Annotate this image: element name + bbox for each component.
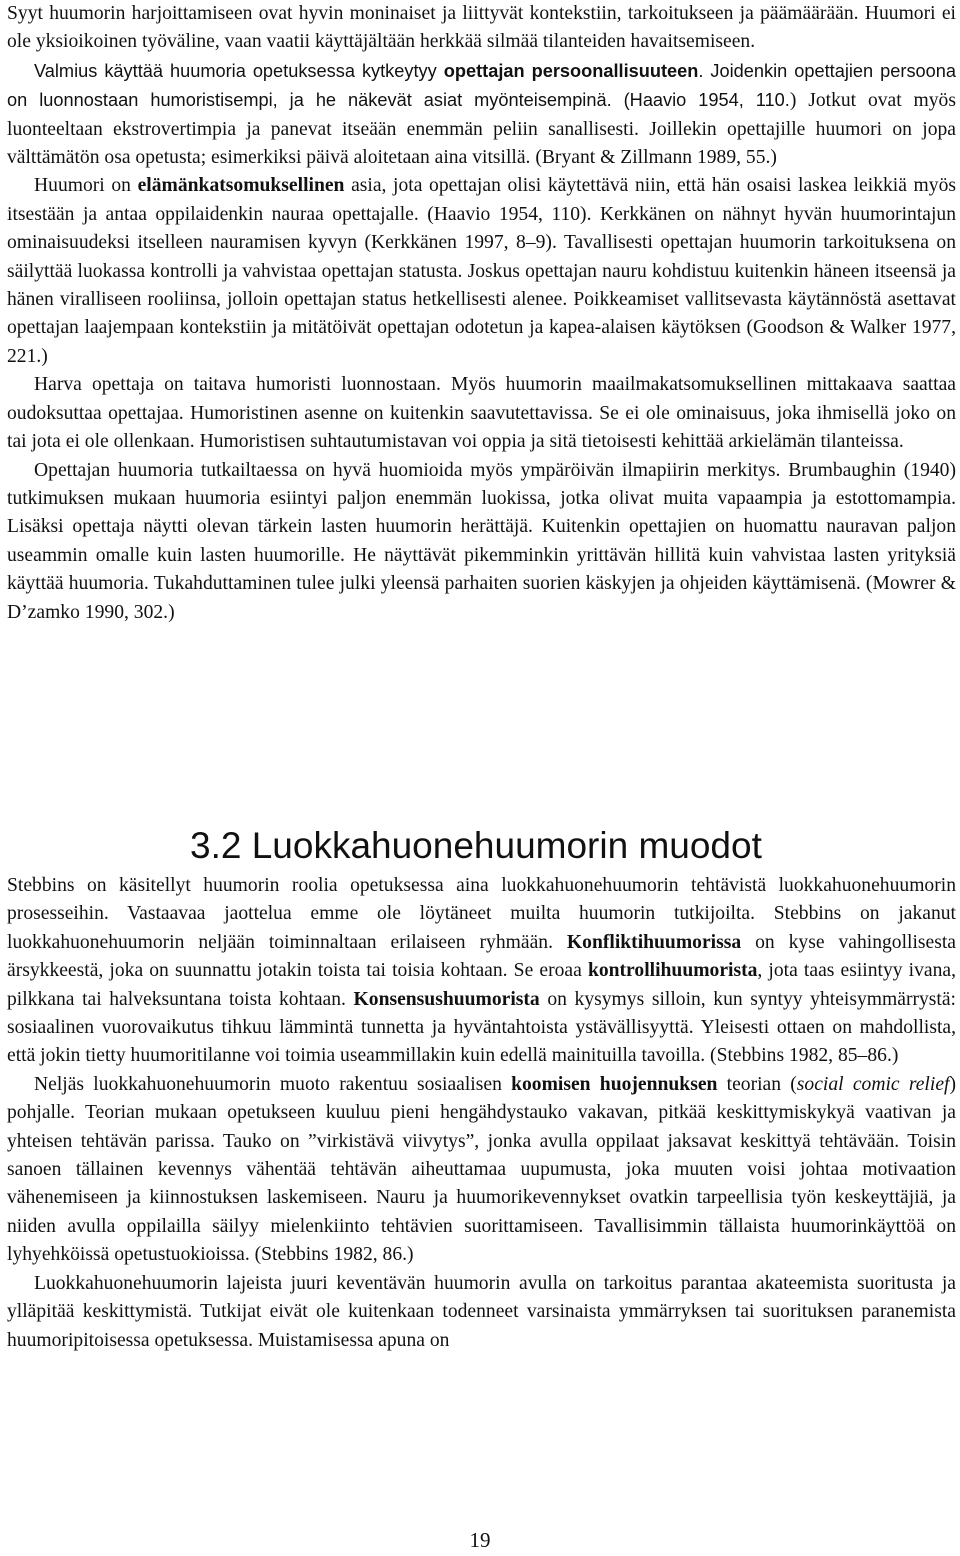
paragraph-6-lead: Stebbins on käsitellyt huumorin roolia opetuksessa aina luokkahuonehuumorin tehtävistä luokkahuonehuumorin prosesseihin. Vastaavaa jaottelua emme ole löytäneet muilta huumorin tutkijoilta. Stebbins on jakanut luokkahuonehuumorin neljään toiminnaltaan erilaiseen ryhmään. xyxy=(7,875,956,953)
paragraph-5-text: Opettajan huumoria tutkailtaessa on hyvä huomioida myös ympäröivän ilmapiirin merkitys. Brumbaughin (1940) tutkimuksen mukaan huumoria esiintyi paljon enemmän luokissa, jotka olivat muita vapaampia ja estottomampia. Lisäksi opettaja näytti olevan tärkein lasten huumorin herättäjä. Kuitenkin opettajien on huomattu nauravan paljon useammin omalle kuin lasten huumorille. He näyttävät pikemminkin yrittävän hillitä kuin vahvistaa lasten yrityksiä käyttää huumoria. Tukahduttaminen tulee julki yleensä parhaiten suorien käskyjen ja ohjeiden käyttämisenä. (Mowrer & D’zamko 1990, 302.) xyxy=(7,459,956,623)
paragraph-3-lead: Huumori on xyxy=(34,175,138,197)
paragraph-8 xyxy=(7,1270,956,1355)
paragraph-2-tail: . Joidenkin opettajien persoona on luonnostaan humoristisempi, ja he näkevät asiat myönteisempinä. (Haavio 1954, 110. xyxy=(7,60,956,111)
paragraph-3 xyxy=(7,172,956,371)
paragraph-6-mid-2: , jota taas esiintyy ivana, pilkkana tai halveksuntana toista kohtaan. xyxy=(7,960,957,1010)
term-social-comic-relief: social comic relief xyxy=(796,1073,950,1095)
paragraph-7 xyxy=(7,1071,956,1270)
paragraph-7-tail: ) pohjalle. Teorian mukaan opetukseen kuuluu pieni hengähdystauko vakavan, pitkää keskittymiskykyä vaativan ja yhteisen tehtävän parissa. Tauko on ”virkistävä viivytys”, jonka avulla oppilaat jaksavat keskittyä tehtävään. Toisin sanoen tällainen kevennys vähentää tehtävän aiheuttamaa uupumusta, joka muuten voisi johtaa motivaation vähenemiseen ja kiinnostuksen laskemiseen. Nauru ja huumorikevennykset ovatkin tarpeellisia työn keskeyttäjiä, ja niiden avulla oppilailla säilyy mielenkiinto tehtävien suorittamiseen. Tavallisimmin tällaista huumorinkäyttöä on lyhyehköissä opetustuokioissa. (Stebbins 1982, 86.) xyxy=(7,1073,956,1266)
paragraph-7-mid: teorian ( xyxy=(717,1073,797,1095)
paragraph-2-lead: Valmius käyttää huumoria opetuksessa kytkeytyy xyxy=(34,60,444,81)
paragraph-1 xyxy=(7,0,956,57)
paragraph-4-text: Harva opettaja on taitava humoristi luonnostaan. Myös huumorin maailmakatsomuksellinen mittakaava saattaa oudoksuttaa opettajaa. Humoristinen asenne on kuitenkin saavutettavissa. Se ei ole ominaisuus, joka ihmisellä joko on tai jota ei ole ollenkaan. Humoristisen suhtautumistavan voi oppia ja sitä tietoisesti kehittää arkielämän tilanteissa. xyxy=(7,374,956,453)
paragraph-4 xyxy=(7,371,956,456)
term-consensus-humor: Konsensushuumorista xyxy=(353,988,540,1010)
paragraph-6 xyxy=(7,872,956,1071)
paragraph-8-text: Luokkahuonehuumorin lajeista juuri keventävän huumorin avulla on tarkoitus parantaa akateemista suoritusta ja ylläpitää keskittymistä. Tutkijat eivät ole kuitenkaan todenneet varsinaista ymmärryksen tai suorituksen paranemista huumoripitoisessa opetuksessa. Muistamisessa apuna on xyxy=(7,1272,956,1351)
upper-text-block xyxy=(7,0,956,627)
paragraph-3-emphasis: elämänkatsomuksellinen xyxy=(137,175,345,197)
lower-text-block xyxy=(7,872,956,1355)
paragraph-6-tail: on kysymys silloin, kun syntyy yhteisymmärrystä: sosiaalinen vuorovaikutus tihkuu lämmintä tunnetta ja hyväntahtoista ystävällisyyttä. Yleisesti ottaen on mahdollista, että jokin tietty huumoritilanne voi toimia useammillakin kuin edellä mainituilla tavoilla. (Stebbins 1982, 85–86.) xyxy=(7,988,956,1067)
paragraph-7-lead: Neljäs luokkahuonehuumorin muoto rakentuu sosiaalisen xyxy=(34,1073,512,1095)
paragraph-1-text: Syyt huumorin harjoittamiseen ovat hyvin moninaiset ja liittyvät kontekstiin, tarkoitukseen ja päämäärään. Huumori ei ole yksioikoinen työväline, vaan vaatii käyttäjältään herkkää silmää tilanteiden havaitsemiseen. xyxy=(7,3,956,53)
paragraph-6-mid-1: on kyse vahingollisesta ärsykkeestä, joka on suunnattu jotakin toista tai toisia kohtaan. Se eroaa xyxy=(7,931,957,982)
page-body xyxy=(7,0,956,627)
section-heading: 3.2 Luokkahuonehuumorin muodot xyxy=(190,825,762,866)
term-comic-relief: koomisen huojennuksen xyxy=(511,1073,718,1095)
term-conflict-humor: Konfliktihuumorissa xyxy=(566,931,742,953)
paragraph-5 xyxy=(7,457,956,627)
page-number: 19 xyxy=(469,1528,491,1552)
term-control-humor: kontrollihuumorista xyxy=(587,960,758,982)
paragraph-2-emphasis: opettajan persoonallisuuteen xyxy=(443,60,699,81)
paragraph-2-continuation: ) Jotkut ovat myös luonteeltaan ekstrovertimpia ja panevat itseään enemmän peliin sanallisesti. Joillekin opettajille huumori on jopa välttämätön osa opetusta; esimerkiksi päivä aloitetaan aina vitsillä. (Bryant & Zillmann 1989, 55.) xyxy=(7,90,956,169)
paragraph-3-tail: asia, jota opettajan olisi käytettävä niin, että hän osaisi laskea leikkiä myös itsestään ja antaa oppilaidenkin nauraa opettajalle. (Haavio 1954, 110). Kerkkänen on nähnyt hyvän huumorintajun ominaisuudeksi itselleen nauramisen kyvyn (Kerkkänen 1997, 8–9). Tavallisesti opettajan huumorin tarkoituksena on säilyttää luokassa kontrolli ja vahvistaa opettajan statusta. Joskus opettajan nauru kohdistuu kuitenkin häneen itseensä ja hänen viralliseen rooliinsa, jolloin opettajan status hetkellisesti alenee. Poikkeamiset vallitsevasta käytännöstä asettavat opettajan laajempaan kontekstiin ja mitätöivät opettajan odotetun ja kapea-alaisen käytöksen (Goodson & Walker 1977, 221.) xyxy=(7,175,957,367)
paragraph-2 xyxy=(7,57,956,173)
